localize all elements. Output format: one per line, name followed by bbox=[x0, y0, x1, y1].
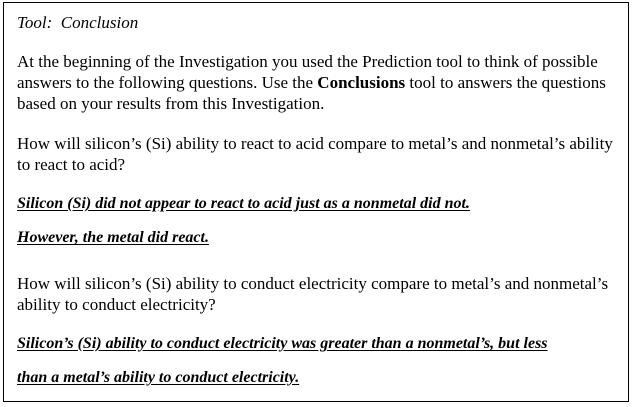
conclusion-tool-panel bbox=[3, 2, 629, 402]
conclusions-tool-name: Conclusions bbox=[317, 73, 406, 92]
answer-1-line-2: However, the metal did react. bbox=[17, 229, 209, 246]
question-2: How will silicon’s (Si) ability to conduct electricity compare to metal’s and nonmetal’s ability to conduct electricity? bbox=[17, 274, 609, 314]
tool-title: Tool: Conclusion bbox=[17, 13, 139, 32]
intro-paragraph bbox=[17, 51, 622, 114]
intro-text-end: tool to answers the questions based on your results from this Investigation. bbox=[17, 73, 606, 113]
answer-2-line-2: than a metal’s ability to conduct electricity. bbox=[17, 369, 300, 386]
intro-text-start: At the beginning of the Investigation you used the Prediction tool to think of possible answers to the following questions. Use the bbox=[17, 52, 598, 92]
question-1: How will silicon’s (Si) ability to react to acid compare to metal’s and nonmetal’s ability to react to acid? bbox=[17, 134, 613, 174]
answer-2-line-1: Silicon’s (Si) ability to conduct electricity was greater than a nonmetal’s, but less bbox=[17, 335, 548, 352]
answer-1-line-1: Silicon (Si) did not appear to react to acid just as a nonmetal did not. bbox=[17, 195, 470, 212]
